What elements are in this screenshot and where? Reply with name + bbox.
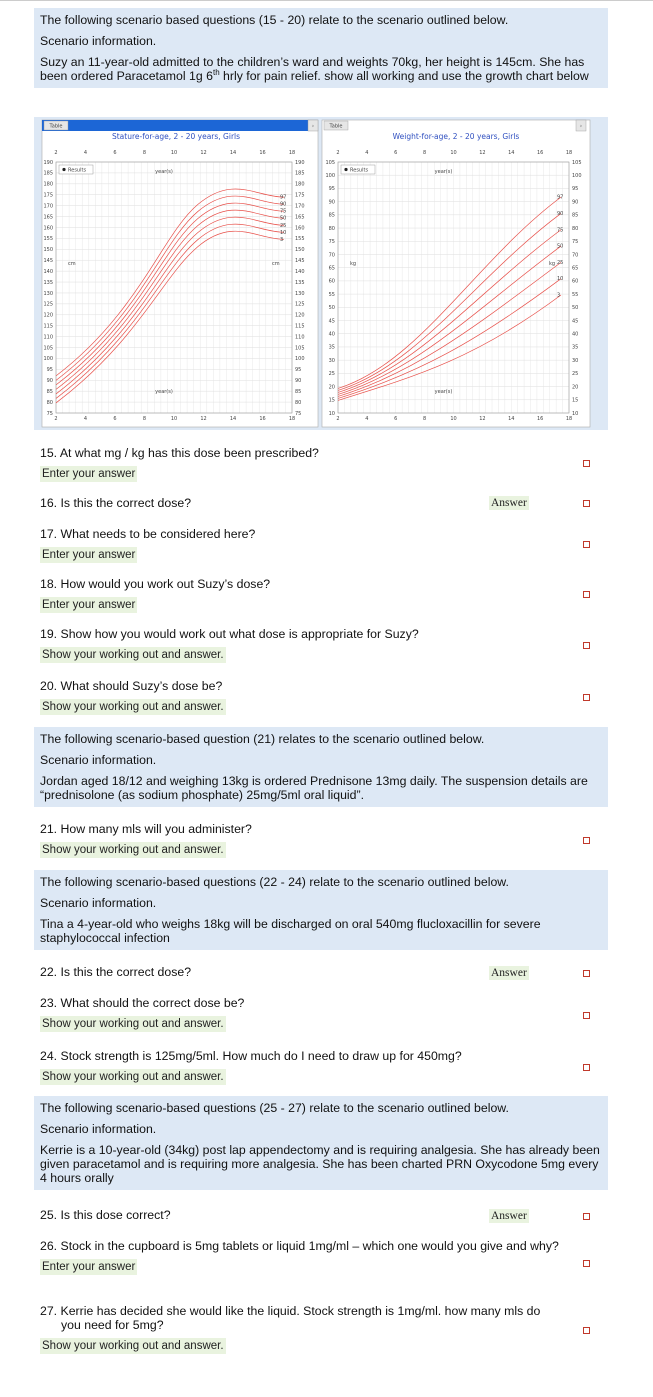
scenario-label: Scenario information. xyxy=(40,1122,157,1136)
y-tick-left: 150 xyxy=(43,247,53,254)
question-15-text: 15. At what mg / kg has this dose been prescribed? xyxy=(40,446,319,460)
y-tick-right: 125 xyxy=(295,301,305,308)
unit-label-left: cm xyxy=(68,260,76,267)
checkbox-15[interactable] xyxy=(583,460,590,467)
x-tick-top: 8 xyxy=(142,150,147,156)
unit-label-left: kg xyxy=(350,260,357,267)
checkbox-23[interactable] xyxy=(583,1012,590,1019)
scenario-intro: The following scenario-based questions (22 - 24) relate to the scenario outlined below. xyxy=(40,875,509,889)
y-tick-right: 115 xyxy=(295,323,305,330)
y-tick-left: 60 xyxy=(328,278,335,285)
y-tick-left: 10 xyxy=(328,410,335,417)
percentile-label-75: 75 xyxy=(280,208,287,215)
y-tick-left: 140 xyxy=(43,268,53,275)
answer-field-19[interactable]: Show your working out and answer. xyxy=(42,649,224,661)
y-tick-left: 115 xyxy=(43,323,53,330)
scenario-text: Jordan aged 18/12 and weighing 13kg is ordered Prednisone 13mg daily. The suspension details are “prednisolone (as sodium phosphate) 25mg/5ml oral liquid”. xyxy=(40,774,588,802)
percentile-label-97: 97 xyxy=(280,194,287,201)
y-tick-left: 100 xyxy=(325,173,335,180)
x-tick-top: 14 xyxy=(508,150,515,156)
question-18 xyxy=(40,577,560,613)
x-tick-top: 4 xyxy=(83,150,88,156)
y-tick-right: 140 xyxy=(295,268,305,275)
y-tick-right: 80 xyxy=(572,225,579,232)
y-tick-left: 165 xyxy=(43,214,53,221)
answer-button-16[interactable]: Answer xyxy=(491,497,527,509)
percentile-label-10: 10 xyxy=(280,229,287,236)
answer-field-15[interactable]: Enter your answer xyxy=(42,468,136,480)
y-tick-right: 165 xyxy=(295,214,305,221)
y-tick-left: 175 xyxy=(43,192,53,199)
question-23 xyxy=(40,996,560,1032)
y-tick-right: 135 xyxy=(295,279,305,286)
scenario-intro: The following scenario-based questions (25 - 27) relate to the scenario outlined below. xyxy=(40,1101,509,1115)
y-tick-right: 100 xyxy=(572,173,582,180)
percentile-label-97: 97 xyxy=(557,194,564,201)
y-tick-right: 50 xyxy=(572,305,579,312)
stature-title: Stature-for-age, 2 - 20 years, Girls xyxy=(111,132,241,141)
y-tick-left: 40 xyxy=(328,331,335,338)
question-15 xyxy=(40,446,560,482)
answer-field-20[interactable]: Show your working out and answer. xyxy=(42,701,224,713)
percentile-label-50: 50 xyxy=(280,215,287,222)
top-divider xyxy=(0,0,653,1)
percentile-label-25: 25 xyxy=(557,259,564,266)
y-tick-right: 185 xyxy=(295,170,305,177)
y-tick-right: 20 xyxy=(572,384,579,391)
scenario-box-4 xyxy=(34,1096,608,1190)
x-tick-top: 10 xyxy=(450,150,457,156)
results-dot-icon xyxy=(344,168,347,171)
y-tick-right: 75 xyxy=(295,410,302,417)
question-21-text: 21. How many mls will you administer? xyxy=(40,822,252,836)
question-27-text: 27. Kerrie has decided she would like the liquid. Stock strength is 1mg/ml. how many mls do you need for 5mg? xyxy=(40,1304,541,1332)
x-tick-top: 12 xyxy=(479,150,486,156)
x-tick-top: 16 xyxy=(259,150,266,156)
results-label: Results xyxy=(350,167,369,174)
question-26-text: 26. Stock in the cupboard is 5mg tablets or liquid 1mg/ml – which one would you give and why? xyxy=(40,1239,559,1253)
x-tick-top: 14 xyxy=(229,150,237,156)
y-tick-left: 100 xyxy=(43,356,53,363)
y-tick-right: 75 xyxy=(572,239,579,246)
y-tick-right: 90 xyxy=(295,378,302,385)
x-tick-top: 18 xyxy=(288,150,296,156)
y-tick-left: 85 xyxy=(328,212,335,219)
percentile-label-25: 25 xyxy=(280,222,287,229)
x-tick-bottom: 18 xyxy=(565,416,573,422)
percentile-label-3: 3 xyxy=(280,236,284,243)
y-tick-right: 180 xyxy=(295,181,305,188)
weight-title: Weight-for-age, 2 - 20 years, Girls xyxy=(392,132,520,141)
x-tick-top: 8 xyxy=(423,150,427,156)
y-tick-left: 30 xyxy=(328,357,335,364)
checkbox-21[interactable] xyxy=(583,837,590,844)
question-20-text: 20. What should Suzy’s dose be? xyxy=(40,679,223,693)
y-tick-right: 90 xyxy=(572,199,579,206)
question-21 xyxy=(40,822,560,858)
y-tick-right: 85 xyxy=(572,212,579,219)
y-tick-left: 45 xyxy=(328,318,335,325)
question-20 xyxy=(40,679,560,715)
y-tick-right: 150 xyxy=(295,247,305,254)
y-tick-right: 95 xyxy=(572,186,579,193)
y-tick-right: 40 xyxy=(572,331,579,338)
question-16-text: 16. Is this the correct dose? xyxy=(40,496,192,510)
y-tick-left: 80 xyxy=(328,225,335,232)
checkbox-17[interactable] xyxy=(583,541,590,548)
y-tick-right: 105 xyxy=(572,159,582,166)
answer-button-22[interactable]: Answer xyxy=(491,967,527,979)
y-tick-right: 70 xyxy=(572,252,579,259)
y-tick-right: 105 xyxy=(295,345,305,352)
y-tick-left: 130 xyxy=(43,290,53,297)
percentile-label-10: 10 xyxy=(557,276,564,283)
checkbox-26[interactable] xyxy=(583,1260,590,1267)
y-tick-right: 155 xyxy=(295,236,305,243)
x-tick-bottom: 8 xyxy=(142,416,147,422)
question-16 xyxy=(40,496,560,510)
x-tick-bottom: 8 xyxy=(423,416,427,422)
y-tick-left: 155 xyxy=(43,236,53,243)
stature-titlebar xyxy=(42,120,308,131)
y-tick-right: 170 xyxy=(295,203,305,210)
y-tick-left: 20 xyxy=(328,384,335,391)
y-tick-left: 70 xyxy=(328,252,335,259)
x-tick-bottom: 12 xyxy=(200,416,207,422)
unit-label-right: kg xyxy=(549,260,556,267)
y-tick-left: 50 xyxy=(328,305,335,312)
y-tick-right: 30 xyxy=(572,357,579,364)
answer-field-24[interactable]: Show your working out and answer. xyxy=(42,1071,224,1083)
question-25-text: 25. Is this dose correct? xyxy=(40,1208,171,1222)
answer-button-25[interactable]: Answer xyxy=(491,1210,527,1222)
y-tick-right: 95 xyxy=(295,367,302,374)
scenario-text: Kerrie is a 10-year-old (34kg) post lap appendectomy and is requiring analgesia. She has already been given paracetamol and is requiring more analgesia. She has been charted PRN Oxycodone 5mg every 4 hours orally xyxy=(40,1143,600,1185)
x-tick-bottom: 6 xyxy=(394,416,398,422)
y-tick-left: 125 xyxy=(43,301,53,308)
x-tick-bottom: 4 xyxy=(83,416,88,422)
x-axis-label-top: year(s) xyxy=(434,169,453,175)
y-tick-left: 15 xyxy=(328,397,335,404)
growth-charts xyxy=(34,117,608,430)
y-tick-right: 80 xyxy=(295,399,302,406)
y-tick-left: 110 xyxy=(43,334,53,341)
y-tick-right: 25 xyxy=(572,371,579,378)
question-24-text: 24. Stock strength is 125mg/5ml. How much do I need to draw up for 450mg? xyxy=(40,1049,462,1063)
scenario-label: Scenario information. xyxy=(40,753,157,767)
x-tick-top: 2 xyxy=(336,150,340,156)
checkbox-22[interactable] xyxy=(583,970,590,977)
answer-field-17[interactable]: Enter your answer xyxy=(42,549,136,561)
x-axis-label-bottom: year(s) xyxy=(155,389,173,395)
x-tick-bottom: 2 xyxy=(54,416,58,422)
y-tick-right: 145 xyxy=(295,258,305,265)
y-tick-left: 185 xyxy=(43,170,53,177)
checkbox-16[interactable] xyxy=(583,500,590,507)
y-tick-left: 105 xyxy=(43,345,53,352)
x-tick-bottom: 14 xyxy=(229,416,237,422)
y-tick-left: 95 xyxy=(328,186,335,193)
percentile-label-50: 50 xyxy=(557,243,564,250)
question-27 xyxy=(40,1304,560,1354)
stature-table-tab-label: Table xyxy=(49,123,63,130)
y-tick-right: 65 xyxy=(572,265,579,272)
y-tick-left: 80 xyxy=(46,399,53,406)
y-tick-left: 145 xyxy=(43,258,53,265)
answer-field-21[interactable]: Show your working out and answer. xyxy=(42,844,224,856)
question-24 xyxy=(40,1049,560,1085)
scenario-label: Scenario information. xyxy=(40,896,157,910)
y-tick-left: 190 xyxy=(43,159,53,166)
checkbox-24[interactable] xyxy=(583,1064,590,1071)
x-tick-bottom: 10 xyxy=(450,416,457,422)
x-tick-bottom: 16 xyxy=(536,416,544,422)
question-26 xyxy=(40,1239,560,1275)
results-label: Results xyxy=(68,167,87,174)
x-tick-top: 6 xyxy=(113,150,117,156)
y-tick-left: 35 xyxy=(328,344,335,351)
y-tick-left: 90 xyxy=(328,199,335,206)
x-tick-bottom: 16 xyxy=(259,416,266,422)
checkbox-18[interactable] xyxy=(583,591,590,598)
y-tick-left: 180 xyxy=(43,181,53,188)
y-tick-right: 130 xyxy=(295,290,305,297)
percentile-label-75: 75 xyxy=(557,227,564,234)
scenario-intro: The following scenario-based question (21) relates to the scenario outlined below. xyxy=(40,732,485,746)
x-tick-top: 16 xyxy=(536,150,544,156)
question-19 xyxy=(40,627,560,663)
checkbox-25[interactable] xyxy=(583,1213,590,1220)
y-tick-right: 120 xyxy=(295,312,305,319)
y-tick-right: 190 xyxy=(295,159,305,166)
y-tick-right: 85 xyxy=(295,388,302,395)
chevron-right-icon: › xyxy=(312,123,314,130)
scenario-box-1 xyxy=(34,8,608,88)
checkbox-20[interactable] xyxy=(583,694,590,701)
scenario-label: Scenario information. xyxy=(40,34,157,48)
x-tick-top: 10 xyxy=(170,150,178,156)
y-tick-left: 160 xyxy=(43,225,53,232)
question-22-text: 22. Is this the correct dose? xyxy=(40,965,192,979)
y-tick-left: 135 xyxy=(43,279,53,286)
y-tick-right: 110 xyxy=(295,334,305,341)
y-tick-right: 100 xyxy=(295,356,305,363)
y-tick-left: 120 xyxy=(43,312,53,319)
y-tick-left: 75 xyxy=(328,239,335,246)
y-tick-right: 15 xyxy=(572,397,579,404)
y-tick-right: 60 xyxy=(572,278,579,285)
x-tick-bottom: 6 xyxy=(113,416,117,422)
scenario-box-2 xyxy=(34,727,608,807)
unit-label-right: cm xyxy=(272,260,280,267)
x-axis-label-top: year(s) xyxy=(155,169,173,175)
y-tick-right: 160 xyxy=(295,225,305,232)
checkbox-27[interactable] xyxy=(583,1327,590,1334)
question-23-text: 23. What should the correct dose be? xyxy=(40,996,245,1010)
question-18-text: 18. How would you work out Suzy’s dose? xyxy=(40,577,271,591)
x-tick-bottom: 14 xyxy=(508,416,515,422)
question-25 xyxy=(40,1208,560,1222)
growth-charts-svg xyxy=(34,117,608,430)
results-dot-icon xyxy=(62,168,65,171)
y-tick-left: 95 xyxy=(46,367,53,374)
percentile-label-90: 90 xyxy=(557,210,564,217)
y-tick-left: 65 xyxy=(328,265,335,272)
question-19-text: 19. Show how you would work out what dose is appropriate for Suzy? xyxy=(40,627,419,641)
x-axis-label-bottom: year(s) xyxy=(434,389,453,395)
scenario-text: Suzy an 11-year-old admitted to the children’s ward and weights 70kg, her height is 145cm. She has been ordered Paracetamol 1g 6th hrly for pain relief. show all working and use the growth chart below xyxy=(40,55,589,83)
percentile-label-3: 3 xyxy=(557,292,561,299)
x-tick-bottom: 2 xyxy=(336,416,340,422)
y-tick-right: 45 xyxy=(572,318,579,325)
answer-field-26[interactable]: Enter your answer xyxy=(42,1261,136,1273)
x-tick-bottom: 18 xyxy=(288,416,296,422)
x-tick-top: 12 xyxy=(200,150,207,156)
percentile-label-90: 90 xyxy=(280,201,287,208)
question-17-text: 17. What needs to be considered here? xyxy=(40,527,256,541)
y-tick-left: 85 xyxy=(46,388,53,395)
y-tick-left: 75 xyxy=(46,410,53,417)
x-tick-top: 6 xyxy=(394,150,398,156)
question-22 xyxy=(40,965,560,979)
y-tick-right: 35 xyxy=(572,344,579,351)
scenario-intro: The following scenario based questions (15 - 20) relate to the scenario outlined below. xyxy=(40,13,509,27)
scenario-box-3 xyxy=(34,870,608,950)
y-tick-right: 175 xyxy=(295,192,305,199)
x-tick-bottom: 12 xyxy=(479,416,486,422)
scenario-text: Tina a 4-year-old who weighs 18kg will be discharged on oral 540mg flucloxacillin for severe staphylococcal infection xyxy=(40,917,541,945)
question-17 xyxy=(40,527,560,563)
x-tick-top: 2 xyxy=(54,150,58,156)
answer-field-18[interactable]: Enter your answer xyxy=(42,599,136,611)
y-tick-right: 55 xyxy=(572,291,579,298)
answer-field-23[interactable]: Show your working out and answer. xyxy=(42,1018,224,1030)
x-tick-bottom: 10 xyxy=(170,416,178,422)
checkbox-19[interactable] xyxy=(583,642,590,649)
chevron-right-icon: › xyxy=(580,123,582,130)
y-tick-left: 90 xyxy=(46,378,53,385)
y-tick-left: 105 xyxy=(325,159,335,166)
answer-field-27[interactable]: Show your working out and answer. xyxy=(42,1340,224,1352)
x-tick-top: 4 xyxy=(365,150,369,156)
y-tick-left: 170 xyxy=(43,203,53,210)
weight-table-tab-label: Table xyxy=(329,123,343,130)
y-tick-left: 25 xyxy=(328,371,335,378)
y-tick-left: 55 xyxy=(328,291,335,298)
y-tick-right: 10 xyxy=(572,410,579,417)
x-tick-bottom: 4 xyxy=(365,416,369,422)
x-tick-top: 18 xyxy=(565,150,573,156)
